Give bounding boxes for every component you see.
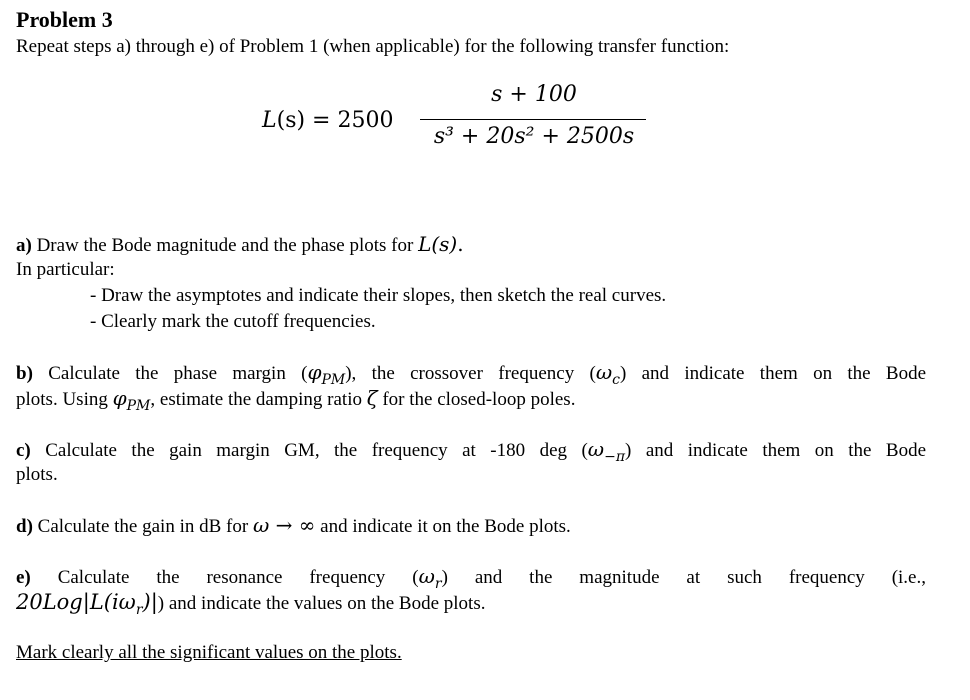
part-e-line-2	[16, 590, 485, 618]
part-d-text-1: Calculate the gain in dB for	[37, 516, 249, 537]
part-e-math-log-sub: r	[135, 601, 143, 618]
formula-numerator: s + 100	[491, 82, 577, 107]
part-a-end: .	[457, 232, 464, 256]
part-b-label: b)	[16, 363, 33, 384]
part-e-math-omega-sub: r	[434, 575, 442, 592]
formula-lhs-func: L	[262, 108, 277, 133]
part-b-math-omega: ω	[595, 360, 613, 384]
part-d-line	[16, 513, 571, 538]
part-b-text-2: ), the crossover frequency (	[345, 363, 596, 384]
part-c-text-1: Calculate the gain margin GM, the frequency at -180 deg (	[45, 440, 588, 461]
part-a-line	[16, 232, 464, 257]
transfer-function-formula	[262, 80, 662, 160]
part-c-line-2: plots.	[16, 464, 58, 485]
part-e-math-omega: ω	[418, 564, 435, 588]
part-a-text: Draw the Bode magnitude and the phase plots for	[36, 235, 414, 256]
part-e-line-1	[16, 564, 926, 592]
part-d-math: ω → ∞	[252, 513, 316, 537]
part-e-math-log-end: )|	[142, 590, 158, 614]
part-b-math-omega-sub: c	[612, 371, 620, 388]
part-b-math-zeta: ζ	[366, 386, 378, 410]
formula-denominator: s³ + 20s² + 2500s	[433, 124, 635, 149]
part-b-text-6: for the closed-loop poles.	[382, 389, 576, 410]
part-a-math: L(s)	[418, 232, 458, 256]
part-b-text-5: , estimate the damping ratio	[150, 389, 362, 410]
part-a-label: a)	[16, 235, 32, 256]
part-c-text-2: ) and indicate them on the Bode	[625, 440, 926, 461]
footer-note: Mark clearly all the significant values on the plots.	[16, 642, 402, 663]
part-e-label: e)	[16, 567, 31, 588]
formula-lhs	[262, 108, 393, 133]
part-d-text-2: and indicate it on the Bode plots.	[320, 516, 571, 537]
part-b-text-3: ) and indicate them on the Bode	[619, 363, 927, 384]
part-e-text-2: ) and the magnitude at such frequency (i.e.,	[441, 567, 926, 588]
part-b-math-phi-2: φ	[112, 386, 127, 410]
part-a-bullet-2: - Clearly mark the cutoff frequencies.	[90, 311, 376, 332]
part-b-text-4: plots. Using	[16, 389, 108, 410]
part-c-math-omega-sub: −π	[604, 448, 626, 465]
part-b-text-1: Calculate the phase margin (	[48, 363, 308, 384]
part-b-line-2	[16, 386, 575, 414]
formula-lhs-arg: (s) = 2500	[276, 108, 394, 133]
part-e-math-log: 20Log|L(iω	[16, 590, 136, 614]
part-b-math-phi: φ	[307, 360, 322, 384]
part-e-text-1: Calculate the resonance frequency (	[57, 567, 419, 588]
part-e-text-3: ) and indicate the values on the Bode plots.	[157, 593, 486, 614]
problem-intro: Repeat steps a) through e) of Problem 1 (when applicable) for the following transfer function:	[16, 36, 730, 57]
part-c-line-1	[16, 437, 926, 465]
part-b-line-1	[16, 360, 926, 388]
part-a-bullet-1: - Draw the asymptotes and indicate their slopes, then sketch the real curves.	[90, 285, 667, 306]
part-c-label: c)	[16, 440, 31, 461]
fraction-bar	[420, 119, 646, 120]
part-d-label: d)	[16, 516, 33, 537]
problem-title: Problem 3	[16, 7, 113, 32]
part-b-math-phi-2-sub: PM	[126, 397, 151, 414]
part-b-math-phi-sub: PM	[321, 371, 346, 388]
part-c-math-omega: ω	[587, 437, 605, 461]
part-a-particular: In particular:	[16, 259, 115, 280]
